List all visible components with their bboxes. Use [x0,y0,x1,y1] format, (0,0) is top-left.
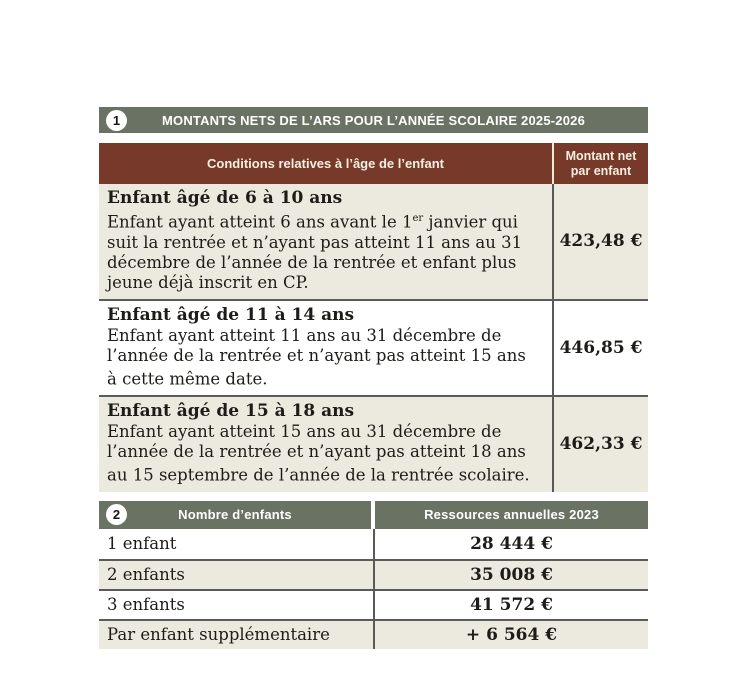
amount-value: 35 008 € [470,564,553,585]
age-row-description [99,184,552,299]
children-count-label: Par enfant supplémentaire [107,625,330,644]
resources-amount-cell [373,529,648,559]
age-row-text: janvier qui suit la rentrée et n’ayant pas atteint 11 ans au 31 décembre de l’année de la rentrée et enfant plus jeune déjà inscrit en CP. [107,212,523,292]
table2-header [99,501,648,529]
col-header-montant-line2: par enfant [570,163,632,178]
amount-value: 41 572 € [470,594,553,615]
amount-value: 462,33 € [559,434,643,455]
col-header-montant-net [552,143,648,184]
amount-value: 446,85 € [559,337,643,358]
resources-amount-cell [373,591,648,619]
ordinal-superscript: er [412,213,424,224]
col-header-conditions: Conditions relatives à l’âge de l’enfant [207,156,444,171]
table1-column-headers [99,143,648,184]
age-row-title: Enfant âgé de 11 à 14 ans [107,304,355,325]
col-header-nombre-enfants-cell [99,501,371,529]
table-row-2-enfants [99,559,648,589]
resources-amount-cell [373,621,648,649]
table-resources-thresholds [99,501,648,649]
age-row-amount-cell [552,301,648,396]
children-count-label: 1 enfant [107,534,177,553]
age-row-text: Enfant ayant atteint 6 ans avant le 1 [107,212,413,232]
children-count-label: 3 enfants [107,595,185,614]
age-row-amount-cell [552,184,648,299]
age-row-title: Enfant âgé de 15 à 18 ans [107,401,355,421]
table1-title: MONTANTS NETS DE L’ARS POUR L’ANNÉE SCOLAIRE 2025-2026 [161,112,586,128]
ars-amounts-document [99,107,648,649]
age-row-description [99,301,552,396]
resources-amount-cell [373,561,648,589]
amount-value: + 6 564 € [465,624,558,645]
table1-title-bar [99,107,648,133]
table-row-age-11-14 [99,299,648,396]
children-count-label: 2 enfants [107,565,185,584]
table-row-3-enfants [99,589,648,619]
table-row-1-enfant [99,529,648,559]
age-row-amount-cell [552,397,648,492]
col-header-nombre-enfants: Nombre d’enfants [178,507,292,522]
section-2-badge: 2 [106,504,127,525]
age-row-text: Enfant ayant atteint 15 ans au 31 décembre de l’année de la rentrée et n’ayant pas atteint 18 ans au 15 septembre de l’année de la rentrée scolaire. [107,422,530,485]
table-row-age-15-18 [99,395,648,492]
table-row-age-6-10 [99,184,648,299]
amount-value: 28 444 € [470,533,553,554]
col-header-montant-line1: Montant net [565,148,637,163]
section-1-badge: 1 [106,110,127,131]
table-row-enfant-supplementaire [99,619,648,649]
col-header-ressources: Ressources annuelles 2023 [375,501,648,529]
table-ars-amounts [99,107,648,492]
age-row-text: Enfant ayant atteint 11 ans au 31 décembre de l’année de la rentrée et n’ayant pas atteint 15 ans à cette même date. [107,325,526,388]
age-row-title: Enfant âgé de 6 à 10 ans [107,188,343,208]
amount-value: 423,48 € [559,231,643,252]
age-row-description [99,397,552,492]
